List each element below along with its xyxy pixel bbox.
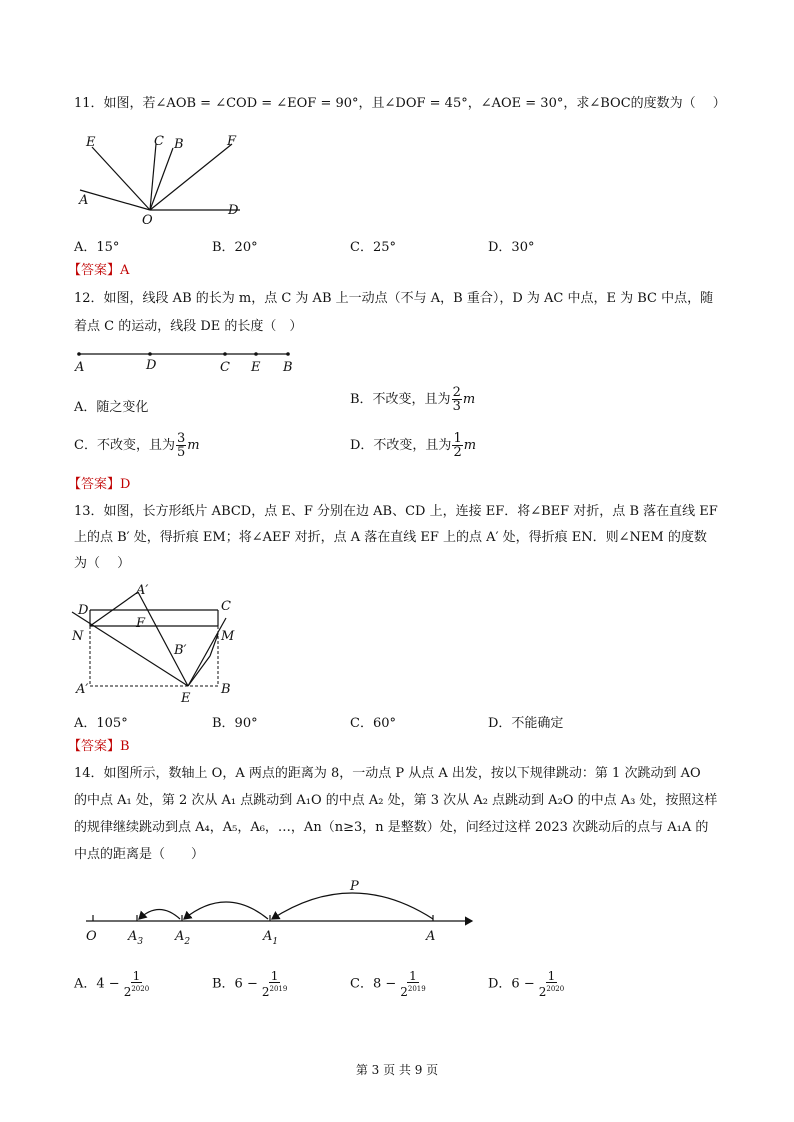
label-C: C [220,360,230,375]
q13-fold-figure [70,578,250,706]
label-D: D [228,203,239,218]
q13-option-d[interactable]: D．不能确定 [488,716,564,731]
q11-stem: 11．如图，若∠AOB = ∠COD = ∠EOF = 90°，且∠DOF = 45°，∠AOE = 30°，求∠BOC的度数为（ ） [74,96,726,111]
label-B: B [221,682,231,697]
label-P: P [350,879,359,894]
q14-option-c[interactable]: C．8 − $\frac{1}{2^{2019}}$ [350,969,426,999]
label-A: A [426,929,436,944]
label-N: N [72,629,84,644]
ray-OA [80,190,150,210]
q11-option-d[interactable]: D．30° [488,240,535,255]
q14-stem-line1: 14．如图所示，数轴上 O，A 两点的距离为 8，一动点 P 从点 A 出发，按以下规律跳动：第 1 次跳动到 AO [74,766,701,781]
label-A3: $A_3$ [128,929,144,947]
label-M: M [221,629,235,644]
label-F: F [136,616,146,631]
label-B: B [283,360,293,375]
label-A2: $A_2$ [175,929,191,947]
q11-option-a[interactable]: A．15° [74,240,120,255]
label-A-prime-bottom: A′ [76,682,89,697]
q14-stem-line3: 的规律继续跳动到点 A₄，A₅，A₆，…，An（n≥3，n 是整数）处，问经过这样 2023 次跳动后的点与 A₁A 的 [74,820,709,835]
q12-option-c[interactable]: C．不改变，且为 $\frac{3}{5}$ m [74,431,200,460]
q11-option-c[interactable]: C．25° [350,240,396,255]
label-E: E [86,135,96,150]
page-footer: 第 3 页 共 9 页 [355,1063,439,1077]
ray-OE [92,147,150,210]
label-O: O [142,213,153,228]
q12-segment-figure [70,340,300,376]
q14-number-line-figure [80,872,480,948]
q12-option-b[interactable]: B．不改变，且为 $\frac{2}{3}$ m [350,385,476,414]
q13-answer: 【答案】B [68,739,130,754]
q11-answer: 【答案】A [68,263,130,278]
q14-option-a[interactable]: A．4 − $\frac{1}{2^{2020}}$ [74,969,150,999]
label-A: A [75,360,85,375]
q14-stem-line4: 中点的距离是（ ） [74,847,205,862]
q12-option-d[interactable]: D．不改变，且为 $\frac{1}{2}$ m [350,431,477,460]
q13-stem-line2: 上的点 B′ 处，得折痕 EM；将∠AEF 对折，点 A 落在直线 EF 上的点 A′ 处，得折痕 EN．则∠NEM 的度数 [74,530,707,545]
label-F: F [227,134,237,149]
q12-answer: 【答案】D [68,477,131,492]
ray-OC [150,144,156,210]
label-E: E [181,691,191,706]
label-B-prime: B′ [174,643,187,658]
label-C: C [221,599,231,614]
q13-stem-line1: 13．如图，长方形纸片 ABCD，点 E、F 分别在边 AB、CD 上，连接 EF．将∠BEF 对折，点 B 落在直线 EF [74,504,718,519]
label-E: E [251,360,261,375]
q13-option-b[interactable]: B．90° [212,716,258,731]
label-D: D [146,358,157,373]
q13-stem-line3: 为（ ） [74,556,131,571]
q11-angle-figure [70,130,260,230]
q14-stem-line2: 的中点 A₁ 处，第 2 次从 A₁ 点跳动到 A₁O 的中点 A₂ 处，第 3 次从 A₂ 点跳动到 A₂O 的中点 A₃ 处，按照这样 [74,793,718,808]
q14-option-b[interactable]: B．6 − $\frac{1}{2^{2019}}$ [212,969,288,999]
q14-option-d[interactable]: D．6 − $\frac{1}{2^{2020}}$ [488,969,565,999]
q13-option-a[interactable]: A．105° [74,716,128,731]
label-D: D [78,603,89,618]
label-A1: $A_1$ [263,929,279,947]
q12-option-a[interactable]: A．随之变化 [74,400,149,415]
label-C: C [154,134,164,149]
label-O: O [86,929,97,944]
q13-option-c[interactable]: C．60° [350,716,396,731]
label-A: A [79,193,89,208]
q12-stem-line1: 12．如图，线段 AB 的长为 m，点 C 为 AB 上一动点（不与 A，B 重合），D 为 AC 中点，E 为 BC 中点，随 [74,291,714,306]
q12-stem-line2: 着点 C 的运动，线段 DE 的长度（ ） [74,319,303,334]
label-A-prime-top: A′ [136,583,149,598]
label-B: B [174,137,184,152]
q11-option-b[interactable]: B．20° [212,240,258,255]
